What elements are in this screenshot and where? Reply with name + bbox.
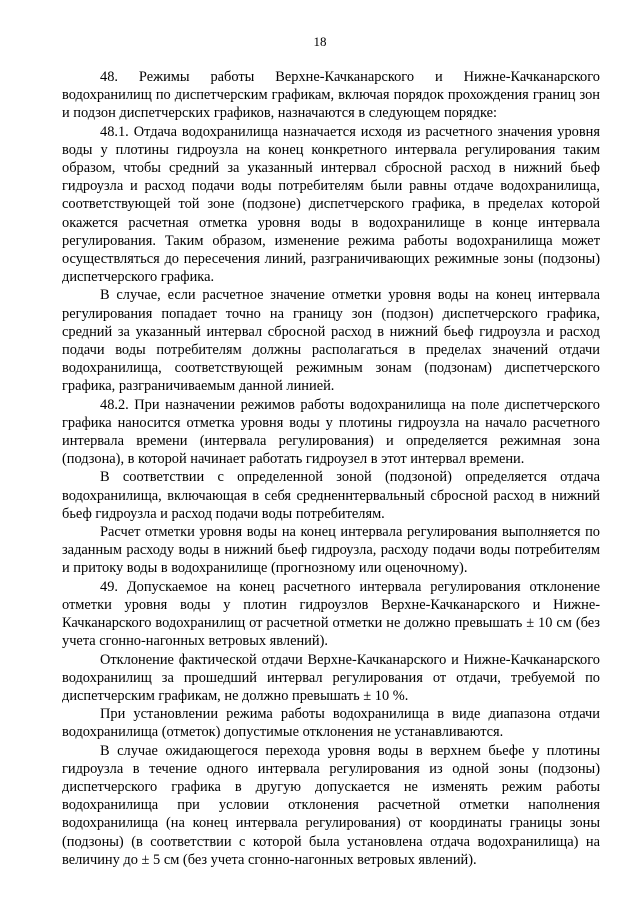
paragraph-49-zone-transition: В случае ожидающегося перехода уровня воды в верхнем бьефе у плотины гидроузла в течение одного интервала регулирования из одной зоны (подзоны) диспетчерского графика в другую допускается не изменять режим работы водохранилища при условии отклонения расчетной отметки наполнения водохранилища (на конец интервала регулирования) от координаты границы зоны (подзоны) (в соответствии с которой была установлена отдача водохранилища) на величину до ± 5 см (без учета сгонно-нагонных ветровых явлений). [62,742,600,868]
document-body [62,68,600,869]
paragraph-48-2-release: В соответствии с определенной зоной (подзоной) определяется отдача водохранилища, включающая в себя средненнтервальный сбросной расход в нижний бьеф гидроузла и расход подачи воды потребителям. [62,469,600,522]
paragraph-48: 48. Режимы работы Верхне-Качканарского и Нижне-Качканарского водохранилищ по диспетчерским графикам, включая порядок прохождения границ зон и подзон диспетчерских графиков, назначаются в следующем порядке: [62,69,600,122]
paragraph-49: 49. Допускаемое на конец расчетного интервала регулирования отклонение отметки уровня воды у плотин гидроузлов Верхне-Качканарского и Нижне-Качканарского водохранилищ от расчетной отметки не должно превышать ± 10 см (без учета сгонно-нагонных ветровых явлений). [62,578,600,650]
page-number: 18 [313,34,327,49]
paragraph-49-range-mode: При установлении режима работы водохранилища в виде диапазона отдачи водохранилища (отметок) допустимые отклонения не устанавливаются. [62,706,600,741]
paragraph-48-1: 48.1. Отдача водохранилища назначается исходя из расчетного значения уровня воды у плотины гидроузла на конец конкретного интервала регулирования таким образом, чтобы средний за указанный интервал сбросной расход в нижний бьеф гидроузла и расход подачи воды потребителям были равны отдаче водохранилища, соответствующей той зоне (подзоне) диспетчерского графика, в пределах которой окажется расчетная отметка уровня воды в водохранилище в конце интервала регулирования. Таким образом, изменение режима работы водохранилища может осуществляться до пересечения линий, разграничивающих режимные зоны (подзоны) диспетчерского графика. [62,123,600,286]
paragraph-48-2: 48.2. При назначении режимов работы водохранилища на поле диспетчерского графика наносится отметка уровня воды у плотины гидроузла на начало расчетного интервала времени (интервала регулирования) и определяется режимная зона (подзона), в которой начинает работать гидроузел в этот интервал времени. [62,396,600,468]
paragraph-48-1-boundary-case: В случае, если расчетное значение отметки уровня воды на конец интервала регулирования попадает точно на границу зон (подзон) диспетчерского графика, средний за указанный интервал сбросной расход в нижний бьеф гидроузла и расход подачи воды потребителям должны располагаться в пределах значений отдачи водохранилища, соответствующей режимным зонам (подзонам) диспетчерского графика, разграничиваемым данной линией. [62,287,600,395]
paragraph-49-release-deviation: Отклонение фактической отдачи Верхне-Качканарского и Нижне-Качканарского водохранилищ за прошедший интервал регулирования от отдачи, требуемой по диспетчерским графикам, не должно превышать ± 10 %. [62,651,600,704]
paragraph-48-2-calculation: Расчет отметки уровня воды на конец интервала регулирования выполняется по заданным расходу воды в нижний бьеф гидроузла, расходу подачи воды потребителям и притоку воды в водохранилище (прогнозному или оценочному). [62,524,600,577]
